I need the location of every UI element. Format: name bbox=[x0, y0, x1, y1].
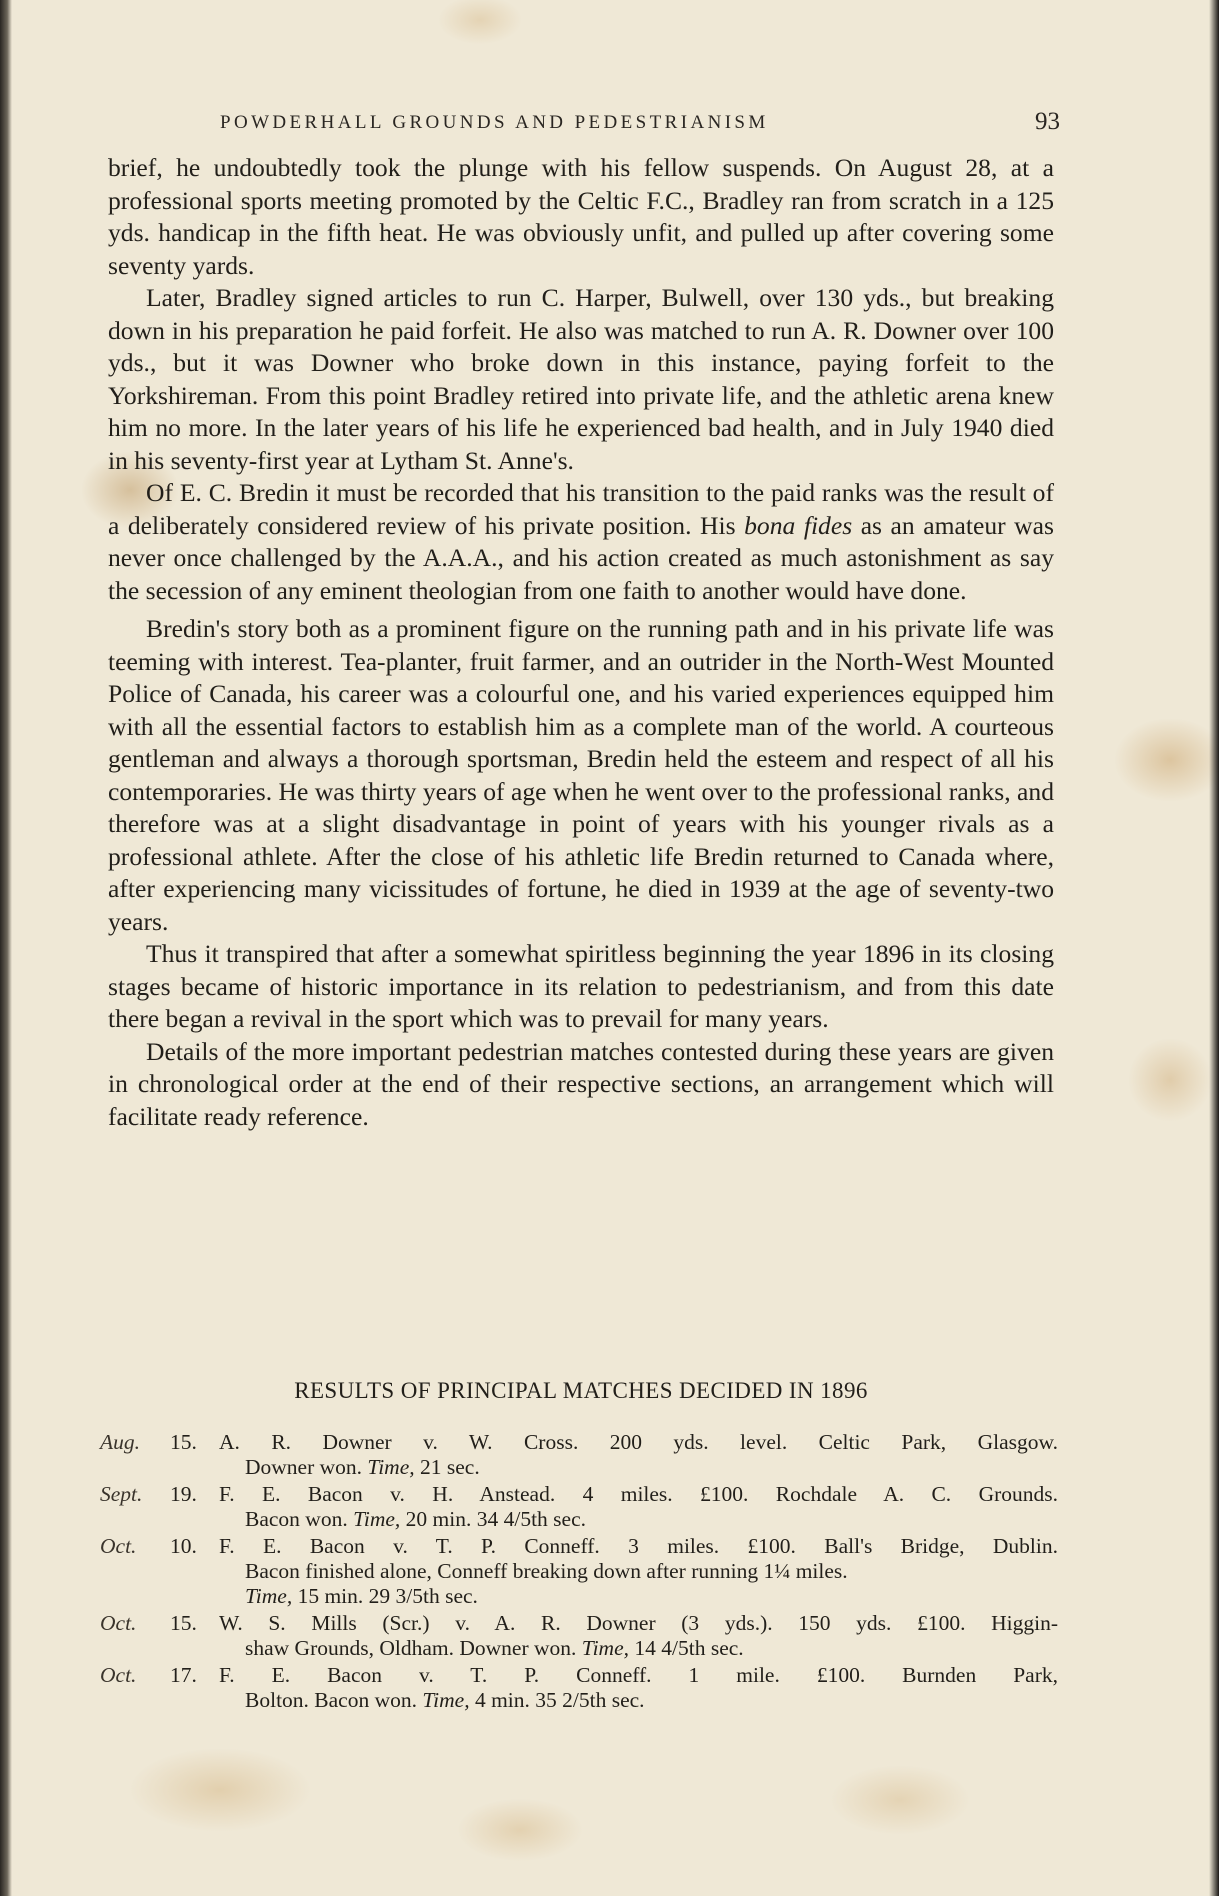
match-time-label: Time, bbox=[367, 1455, 415, 1479]
match-day: 10. bbox=[170, 1534, 197, 1558]
paragraph-bredin-transition bbox=[108, 477, 1054, 607]
results-title: RESULTS OF PRINCIPAL MATCHES DECIDED IN 1896 bbox=[294, 1378, 868, 1403]
match-time-label: Time, bbox=[353, 1507, 401, 1531]
match-time-value: 14 4/5th sec. bbox=[629, 1636, 744, 1660]
match-result bbox=[245, 1507, 1058, 1532]
match-entry bbox=[100, 1611, 1058, 1661]
match-result-text: Bolton. Bacon won. bbox=[245, 1688, 423, 1712]
paragraph-details: Details of the more important pedestrian matches contested during these years are given in chronological order at the end of their respective sections, an arrangement which will facilitate ready reference. bbox=[108, 1036, 1054, 1131]
page-number: 93 bbox=[1035, 108, 1060, 135]
match-entry bbox=[100, 1482, 1058, 1532]
match-day: 19. bbox=[170, 1482, 197, 1506]
match-result bbox=[245, 1455, 1058, 1480]
bredin-text-after: as an amateur was never once challenged by the A.A.A., and his action created as much astonishment as say the secession of any eminent theologian from one faith to another would have done. bbox=[108, 510, 1054, 605]
match-result bbox=[245, 1584, 1058, 1609]
page-header bbox=[200, 108, 1060, 138]
match-detail: Bacon finished alone, Conneff breaking down after running 1¼ miles. bbox=[245, 1559, 848, 1583]
match-time-label: Time, bbox=[245, 1584, 293, 1608]
match-result-text: Downer won. bbox=[245, 1455, 368, 1479]
match-month: Oct. bbox=[100, 1611, 137, 1635]
running-head: POWDERHALL GROUNDS AND PEDESTRIANISM bbox=[220, 112, 769, 133]
match-entry bbox=[100, 1534, 1058, 1609]
match-time-label: Time, bbox=[422, 1688, 470, 1712]
match-entry bbox=[100, 1663, 1058, 1713]
match-result bbox=[245, 1636, 1058, 1661]
match-time-value: 20 min. 34 4/5th sec. bbox=[400, 1507, 587, 1531]
paragraph-bradley-retirement: Later, Bradley signed articles to run C. Harper, Bulwell, over 130 yds., but breaking down in his preparation he paid forfeit. He also was matched to run A. R. Downer over 100 yds., but it was Downer who broke down in this instance, paying forfeit to the Yorkshireman. From this point Bradley retired into private life, and the athletic arena knew him no more. In the later years of his life he experienced bad health, and in July 1940 died in his seventy-first year at Lytham St. Anne's. bbox=[108, 283, 1054, 475]
match-summary: A. R. Downer v. W. Cross. 200 yds. level. Celtic Park, Glasgow. bbox=[219, 1430, 1058, 1454]
matches-list bbox=[100, 1430, 1058, 1715]
match-result-text: shaw Grounds, Oldham. Downer won. bbox=[245, 1636, 582, 1660]
paragraph-bradley-suspension: brief, he undoubtedly took the plunge with his fellow suspends. On August 28, at a professional sports meeting promoted by the Celtic F.C., Bradley ran from scratch in a 125 yds. handicap in the fifth heat. He was obviously unfit, and pulled up after covering some seventy yards. bbox=[108, 153, 1054, 280]
match-day: 15. bbox=[170, 1611, 197, 1635]
paragraph-revival: Thus it transpired that after a somewhat spiritless beginning the year 1896 in its closing stages became of historic importance in its relation to pedestrianism, and from this date there began a revival in the sport which was to prevail for many years. bbox=[108, 939, 1054, 1033]
match-time-value: 15 min. 29 3/5th sec. bbox=[292, 1584, 478, 1608]
match-month: Oct. bbox=[100, 1663, 137, 1687]
match-month: Aug. bbox=[100, 1430, 141, 1454]
match-result-text: Bacon won. bbox=[245, 1507, 354, 1531]
match-time-value: 4 min. 35 2/5th sec. bbox=[469, 1688, 645, 1712]
match-summary: W. S. Mills (Scr.) v. A. R. Downer (3 yds.). 150 yds. £100. Higgin- bbox=[219, 1611, 1058, 1635]
match-time-label: Time, bbox=[581, 1636, 629, 1660]
body-text bbox=[108, 152, 1054, 1133]
match-month: Oct. bbox=[100, 1534, 137, 1558]
page-edge-shadow bbox=[1209, 0, 1219, 1896]
match-time-value: 21 sec. bbox=[414, 1455, 480, 1479]
bona-fides-italic: bona fides bbox=[744, 510, 853, 540]
match-day: 15. bbox=[170, 1430, 197, 1454]
match-entry bbox=[100, 1430, 1058, 1480]
match-day: 17. bbox=[170, 1663, 197, 1687]
match-summary: F. E. Bacon v. T. P. Conneff. 1 mile. £100. Burnden Park, bbox=[219, 1663, 1058, 1687]
bredin-text-before: Of E. C. Bredin it must be recorded that his transition to the paid ranks was the result of a deliberately considered review of his private position. His bbox=[108, 478, 1054, 540]
match-month: Sept. bbox=[100, 1482, 143, 1506]
book-spine-shadow bbox=[0, 0, 12, 1896]
paragraph-bredin-story: Bredin's story both as a prominent figure on the running path and in his private life was teeming with interest. Tea-planter, fruit farmer, and an outrider in the North-West Mounted Police of Canada, his career was a colourful one, and his varied experiences equipped him with all the essential factors to establish him as a complete man of the world. A courteous gentleman and always a thorough sportsman, Bredin held the esteem and respect of all his contemporaries. He was thirty years of age when he went over to the professional ranks, and therefore was at a slight disadvantage in point of years with his younger rivals as a professional athlete. After the close of his athletic life Bredin returned to Canada where, after experiencing many vicissitudes of fortune, he died in 1939 at the age of seventy-two years. bbox=[108, 614, 1054, 936]
match-result bbox=[245, 1688, 1058, 1713]
match-summary: F. E. Bacon v. T. P. Conneff. 3 miles. £100. Ball's Bridge, Dublin. bbox=[219, 1534, 1058, 1558]
match-summary: F. E. Bacon v. H. Anstead. 4 miles. £100. Rochdale A. C. Grounds. bbox=[219, 1482, 1058, 1506]
